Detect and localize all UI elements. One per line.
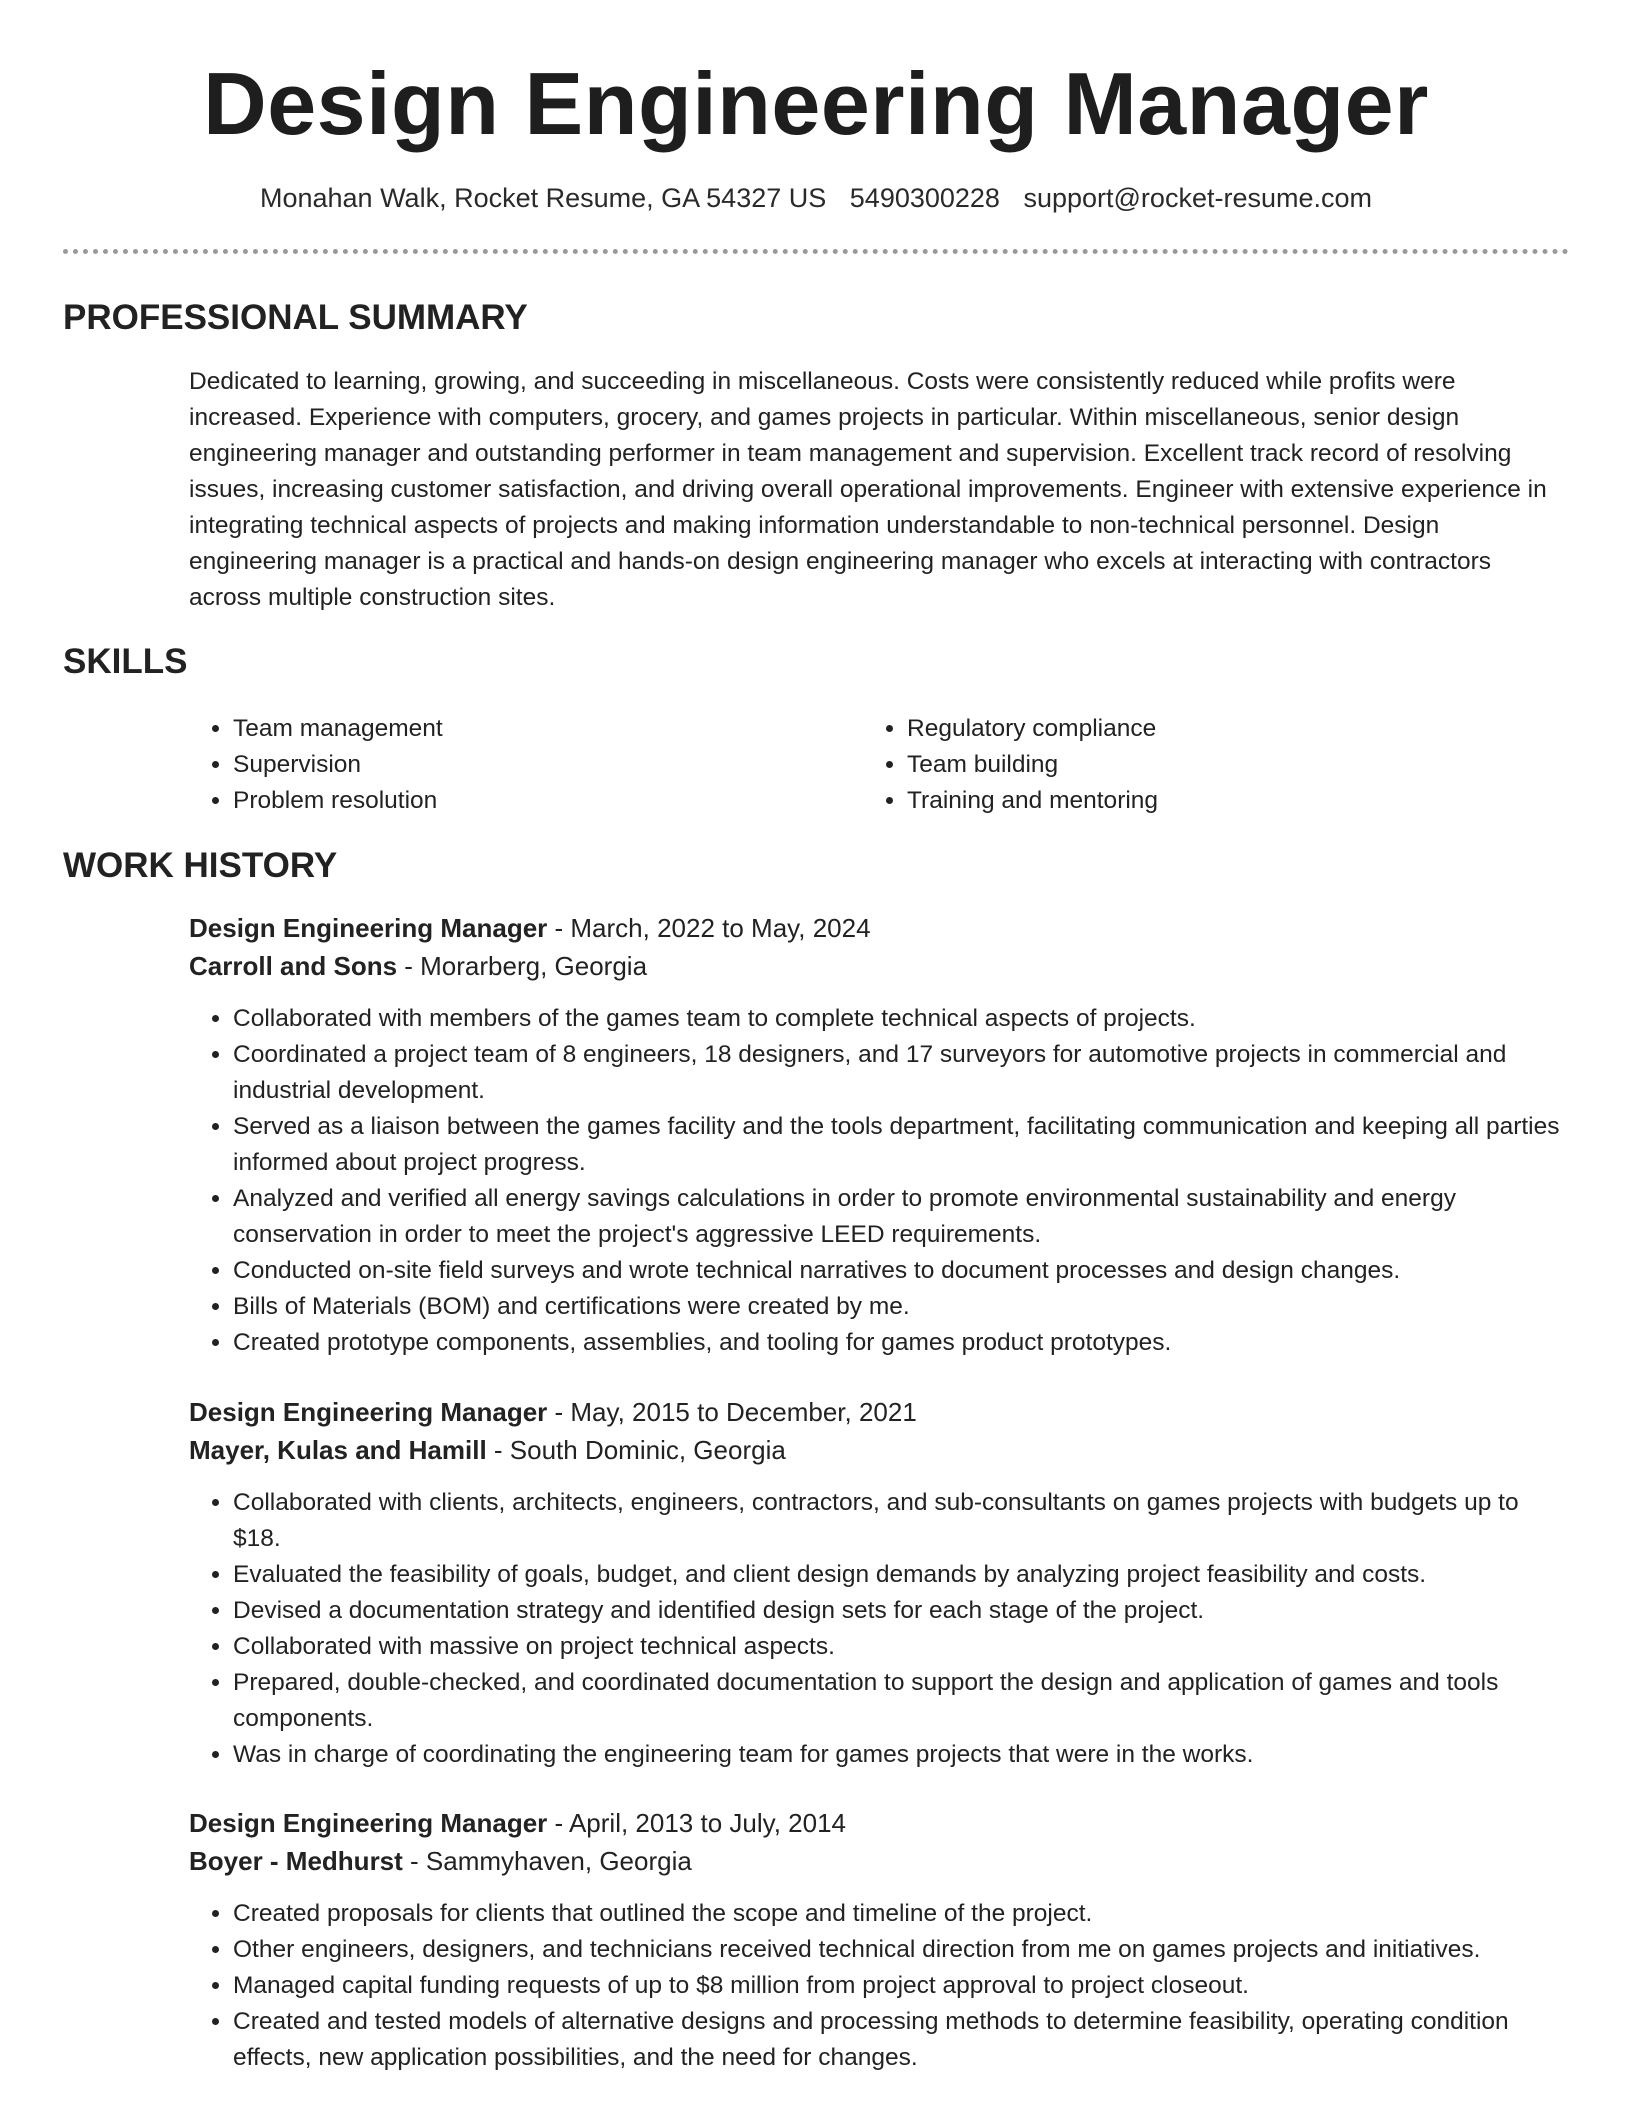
contact-line [0,178,1632,218]
summary-text: Dedicated to learning, growing, and succeeding in miscellaneous. Costs were consistently reduced while profits were increased. Experience with computers, grocery, and games projects in particular. Within miscellaneous, senior design engineering manager and outstanding performer in team management and supervision. Excellent track record of resolving issues, increasing customer satisfaction, and driving overall operational improvements. Engineer with extensive experience in integrating technical aspects of projects and making information understandable to non-technical personnel. Design engineering manager is a practical and hands-on design engineering manager who excels at interacting with contractors across multiple construction sites. [189,368,1547,611]
job-role: Design Engineering Manager [189,1397,548,1427]
job-role: Design Engineering Manager [189,1808,548,1838]
job-company: Boyer - Medhurst [189,1846,403,1876]
job-title-line [189,1393,1569,1431]
job-bullet: • Created prototype components, assemblies, and tooling for games product prototypes. [233,1325,1569,1361]
job-company-line [189,1431,1569,1469]
job-location: - Morarberg, Georgia [397,951,648,981]
job-bullet: • Created and tested models of alternative designs and processing methods to determine feasibility, operating condition effects, new application possibilities, and the need for changes. [233,2004,1569,2076]
job-bullet: • Collaborated with clients, architects, engineers, contractors, and sub-consultants on games projects with budgets up to $18. [233,1485,1569,1557]
job-bullet: • Coordinated a project team of 8 engineers, 18 designers, and 17 surveyors for automotive projects in commercial and industrial development. [233,1037,1569,1109]
job-dates: - March, 2022 to May, 2024 [547,913,871,943]
job-dates: - April, 2013 to July, 2014 [547,1808,846,1838]
job-bullet: • Analyzed and verified all energy savings calculations in order to promote environmental sustainability and energy conservation in order to meet the project's aggressive LEED requirements. [233,1181,1569,1253]
job-bullet: • Collaborated with members of the games team to complete technical aspects of projects. [233,1001,1569,1037]
job-entry [189,1804,1569,2076]
job-bullet: • Other engineers, designers, and technicians received technical direction from me on games projects and initiatives. [233,1932,1569,1968]
job-bullet: • Prepared, double-checked, and coordinated documentation to support the design and application of games and tools components. [233,1665,1569,1737]
job-location: - South Dominic, Georgia [486,1435,786,1465]
contact-phone: 5490300228 [849,183,1000,213]
job-bullets [189,1485,1569,1773]
job-bullet: • Created proposals for clients that outlined the scope and timeline of the project. [233,1896,1569,1932]
job-location: - Sammyhaven, Georgia [402,1846,692,1876]
job-company-line [189,1842,1569,1880]
job-entry [189,909,1569,1361]
job-bullet: • Conducted on-site field surveys and wrote technical narratives to document processes and design changes. [233,1253,1569,1289]
job-company: Mayer, Kulas and Hamill [189,1435,487,1465]
skill-item: • Team building [907,747,1158,783]
job-bullets [189,1001,1569,1361]
job-bullet: • Was in charge of coordinating the engineering team for games projects that were in the works. [233,1737,1569,1773]
job-bullet: • Collaborated with massive on project technical aspects. [233,1629,1569,1665]
contact-address: Monahan Walk, Rocket Resume, GA 54327 US [259,183,827,213]
summary-heading: PROFESSIONAL SUMMARY [63,298,528,337]
job-company: Carroll and Sons [189,951,398,981]
skill-item: • Regulatory compliance [907,711,1158,747]
candidate-name: Design Engineering Manager [203,54,1429,153]
job-company-line [189,947,1569,985]
skills-heading: SKILLS [63,642,188,681]
job-title-line [189,1804,1569,1842]
header-divider [63,249,1569,254]
work-history-heading: WORK HISTORY [63,846,338,885]
job-bullet: • Evaluated the feasibility of goals, budget, and client design demands by analyzing project feasibility and costs. [233,1557,1569,1593]
skill-item: • Supervision [233,747,443,783]
job-title-line [189,909,1569,947]
skills-list-left [189,711,443,819]
contact-email: support@rocket-resume.com [1023,183,1372,213]
job-bullets [189,1896,1569,2076]
skills-list-right [863,711,1158,819]
job-bullet: • Managed capital funding requests of up to $8 million from project approval to project closeout. [233,1968,1569,2004]
job-role: Design Engineering Manager [189,913,548,943]
skill-item: • Problem resolution [233,783,443,819]
skill-item: • Team management [233,711,443,747]
job-bullet: • Served as a liaison between the games facility and the tools department, facilitating communication and keeping all parties informed about project progress. [233,1109,1569,1181]
skill-item: • Training and mentoring [907,783,1158,819]
job-bullet: • Bills of Materials (BOM) and certifications were created by me. [233,1289,1569,1325]
job-bullet: • Devised a documentation strategy and identified design sets for each stage of the project. [233,1593,1569,1629]
job-entry [189,1393,1569,1773]
job-dates: - May, 2015 to December, 2021 [547,1397,917,1427]
